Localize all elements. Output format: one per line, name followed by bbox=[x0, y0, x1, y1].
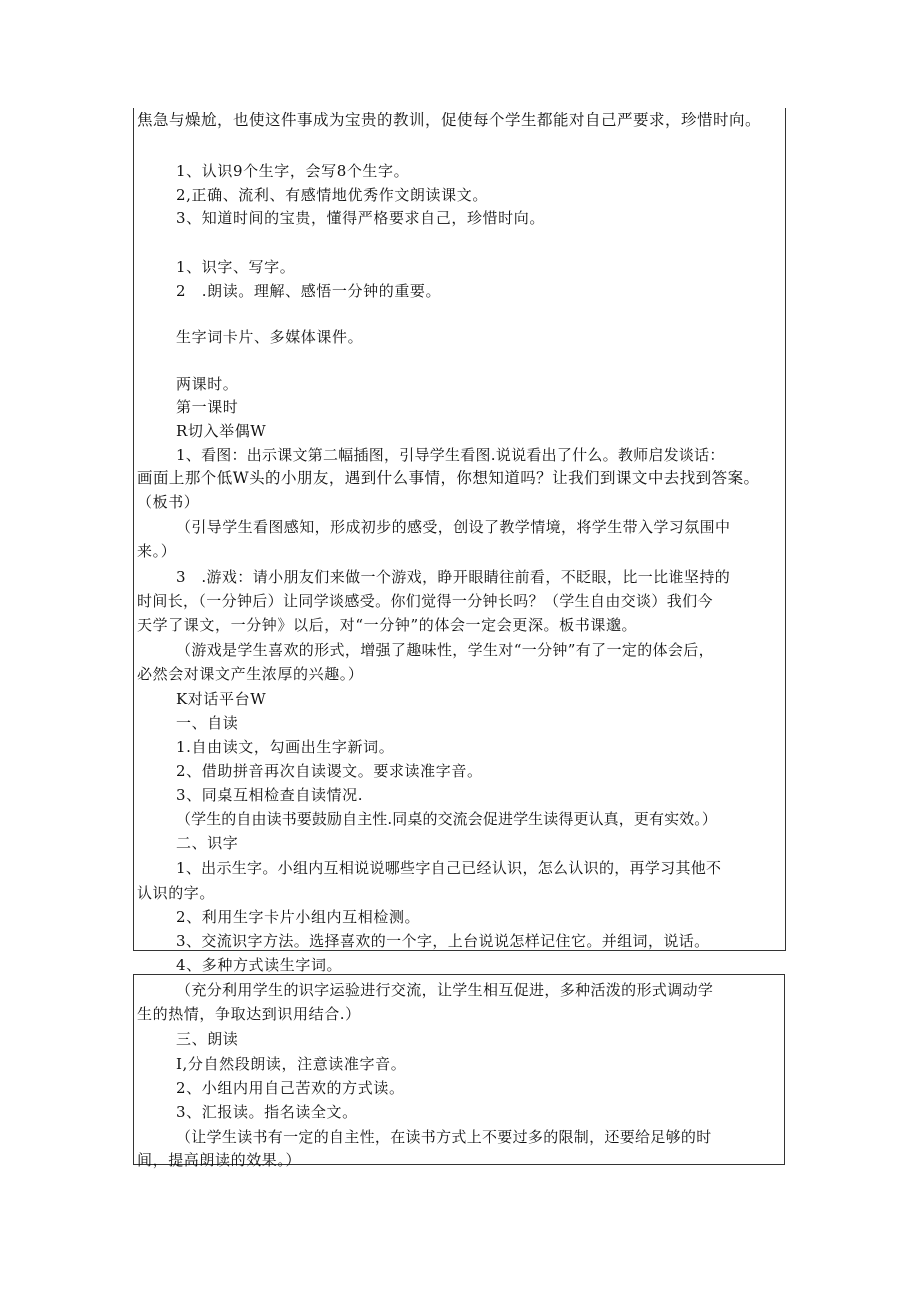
text-line: （游戏是学生喜欢的形式，增强了趣味性，学生对“一分钟”有了一定的体会后， bbox=[176, 641, 714, 659]
text-line: 画面上那个低W头的小朋友，遇到什么事情，你想知道吗？让我们到课文中去找到答案。 bbox=[137, 469, 760, 487]
table-left-border bbox=[133, 108, 134, 951]
text-line: 3、同桌互相检查自读情况. bbox=[176, 786, 364, 804]
text-line: 1.自由读文，勾画出生字新词。 bbox=[176, 738, 395, 756]
text-line: I,分自然段朗读，注意读准字音。 bbox=[176, 1055, 407, 1073]
text-line: 两课时。 bbox=[176, 375, 239, 393]
text-line: 2,正确、流利、有感情地优秀作文朗读课文。 bbox=[176, 186, 488, 204]
text-line: 生字词卡片、多媒体课件。 bbox=[176, 328, 364, 346]
text-line: 2、利用生字卡片小组内互相检测。 bbox=[176, 908, 421, 926]
text-line: 认识的字。 bbox=[137, 884, 216, 902]
table-right-border bbox=[785, 108, 786, 951]
text-line: （板书） bbox=[137, 493, 200, 511]
text-line: 3、汇报读。指名读全文。 bbox=[176, 1103, 358, 1121]
text-line: （让学生读书有一定的自主性，在读书方式上不要过多的限制，还要给足够的时 bbox=[176, 1128, 712, 1146]
text-line: 一、自读 bbox=[176, 714, 239, 732]
text-line: R切入举偶W bbox=[176, 422, 267, 440]
text-line: 时间长，（一分钟后）让同学谈感受。你们觉得一分钟长吗？（学生自由交谈）我们今 bbox=[137, 592, 713, 610]
text-line: 天学了课文，一分钟》以后，对“一分钟”的体会一定会更深。板书课邈。 bbox=[137, 616, 638, 634]
text-line: 间，提高朗读的效果。） bbox=[137, 1151, 302, 1169]
text-line: 4、多种方式读生字词。 bbox=[176, 956, 343, 974]
text-line: 焦急与燥尬，也使这件事成为宝贵的教训，促使每个学生都能对自己严要求，珍惜时向。 bbox=[137, 111, 762, 129]
text-line: （充分利用学生的识字运验进行交流，让学生相互促进，多种活泼的形式调动学 bbox=[176, 981, 714, 999]
text-line: 来。） bbox=[137, 542, 177, 560]
text-line: 1、出示生字。小组内互相说说哪些字自己已经认识，怎么认识的，再学习其他不 bbox=[176, 859, 722, 877]
text-line: 二、识字 bbox=[176, 834, 239, 852]
text-line: 1、识字、写字。 bbox=[176, 258, 296, 276]
text-line: K对话平台W bbox=[176, 690, 267, 708]
text-line: 3、交流识字方法。选择喜欢的一个字，上台说说怎样记住它。并组词，说话。 bbox=[176, 932, 710, 950]
text-line: 生的热情，争取达到识用结合.） bbox=[137, 1005, 361, 1023]
text-line: （学生的自由读书要鼓励自主性.同桌的交流会促进学生读得更认真，更有实效。） bbox=[176, 810, 717, 828]
text-line: （引导学生看图感知，形成初步的感受，创设了教学情境，将学生带入学习氛围中 bbox=[176, 518, 731, 536]
text-line: 2 .朗读。理解、感悟一分钟的重要。 bbox=[176, 282, 442, 300]
text-line: 1、认识9个生字，会写8个生字。 bbox=[176, 162, 410, 180]
text-line: 三、朗读 bbox=[176, 1030, 239, 1048]
text-line: 3、知道时间的宝贵，懂得严格要求自己，珍惜时向。 bbox=[176, 209, 545, 227]
text-line: 1、看图：出示课文第二幅插图，引导学生看图.说说看出了什么。教师启发谈话： bbox=[176, 446, 725, 464]
text-line: 3 .游戏：请小朋友们来做一个游戏，睁开眼睛往前看，不眨眼，比一比谁坚持的 bbox=[176, 568, 731, 586]
text-line: 第一课时 bbox=[176, 398, 239, 416]
text-line: 2、小组内用自己苦欢的方式读。 bbox=[176, 1079, 405, 1097]
text-line: 必然会对课文产生浓厚的兴趣。） bbox=[137, 665, 364, 683]
text-line: 2、借助拼音再次自读谡文。要求读准字音。 bbox=[176, 762, 483, 780]
